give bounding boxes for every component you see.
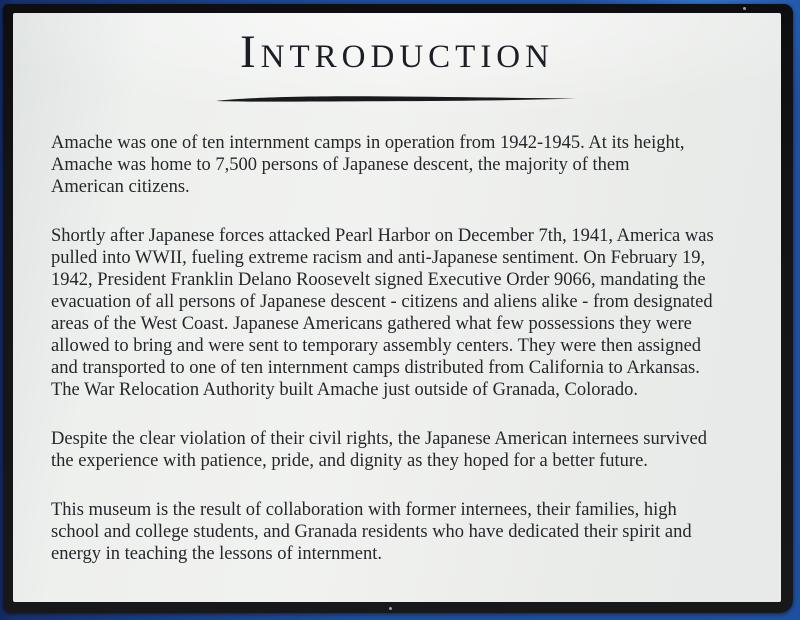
paragraph [51, 132, 771, 198]
text-line: Shortly after Japanese forces attacked Pearl Harbor on December 7th, 1941, America was [51, 226, 714, 246]
text-line: This museum is the result of collaboration with former internees, their families, high [51, 500, 677, 520]
text-line: pulled into WWII, fueling extreme racism and anti-Japanese sentiment. On February 19, [51, 248, 706, 268]
text-line: and transported to one of ten internment camps distributed from California to Arkansas. [51, 358, 700, 378]
text-line: 1942, President Franklin Delano Roosevelt signed Executive Order 9066, mandating the [51, 270, 706, 290]
paragraph [51, 428, 771, 472]
text-line: American citizens. [51, 177, 190, 197]
paragraph [51, 499, 771, 565]
sign-title: Introduction [240, 26, 554, 78]
sign-body-text [51, 132, 771, 565]
text-line: Amache was home to 7,500 persons of Japanese descent, the majority of them [51, 155, 630, 175]
text-line: allowed to bring and were sent to temporary assembly centers. They were then assigned [51, 336, 702, 356]
text-line: Amache was one of ten internment camps in operation from 1942-1945. At its height, [51, 133, 685, 153]
screw-dot-top [743, 7, 746, 10]
text-line: evacuation of all persons of Japanese descent - citizens and aliens alike - from designated [51, 292, 713, 312]
paragraph [51, 225, 771, 401]
text-line: The War Relocation Authority built Amache just outside of Granada, Colorado. [51, 380, 638, 400]
text-line: energy in teaching the lessons of internment. [51, 544, 383, 564]
screw-dot-bottom [389, 607, 392, 610]
sign-paper [13, 13, 781, 602]
text-line: school and college students, and Granada residents who have dedicated their spirit and [51, 522, 692, 542]
title-underline-brush-stroke [214, 91, 580, 107]
text-line: Despite the clear violation of their civil rights, the Japanese American internees survived [51, 429, 708, 449]
text-line: areas of the West Coast. Japanese Americans gathered what few possessions they were [51, 314, 692, 334]
sign-frame [3, 4, 793, 613]
text-line: the experience with patience, pride, and dignity as they hoped for a better future. [51, 451, 648, 471]
